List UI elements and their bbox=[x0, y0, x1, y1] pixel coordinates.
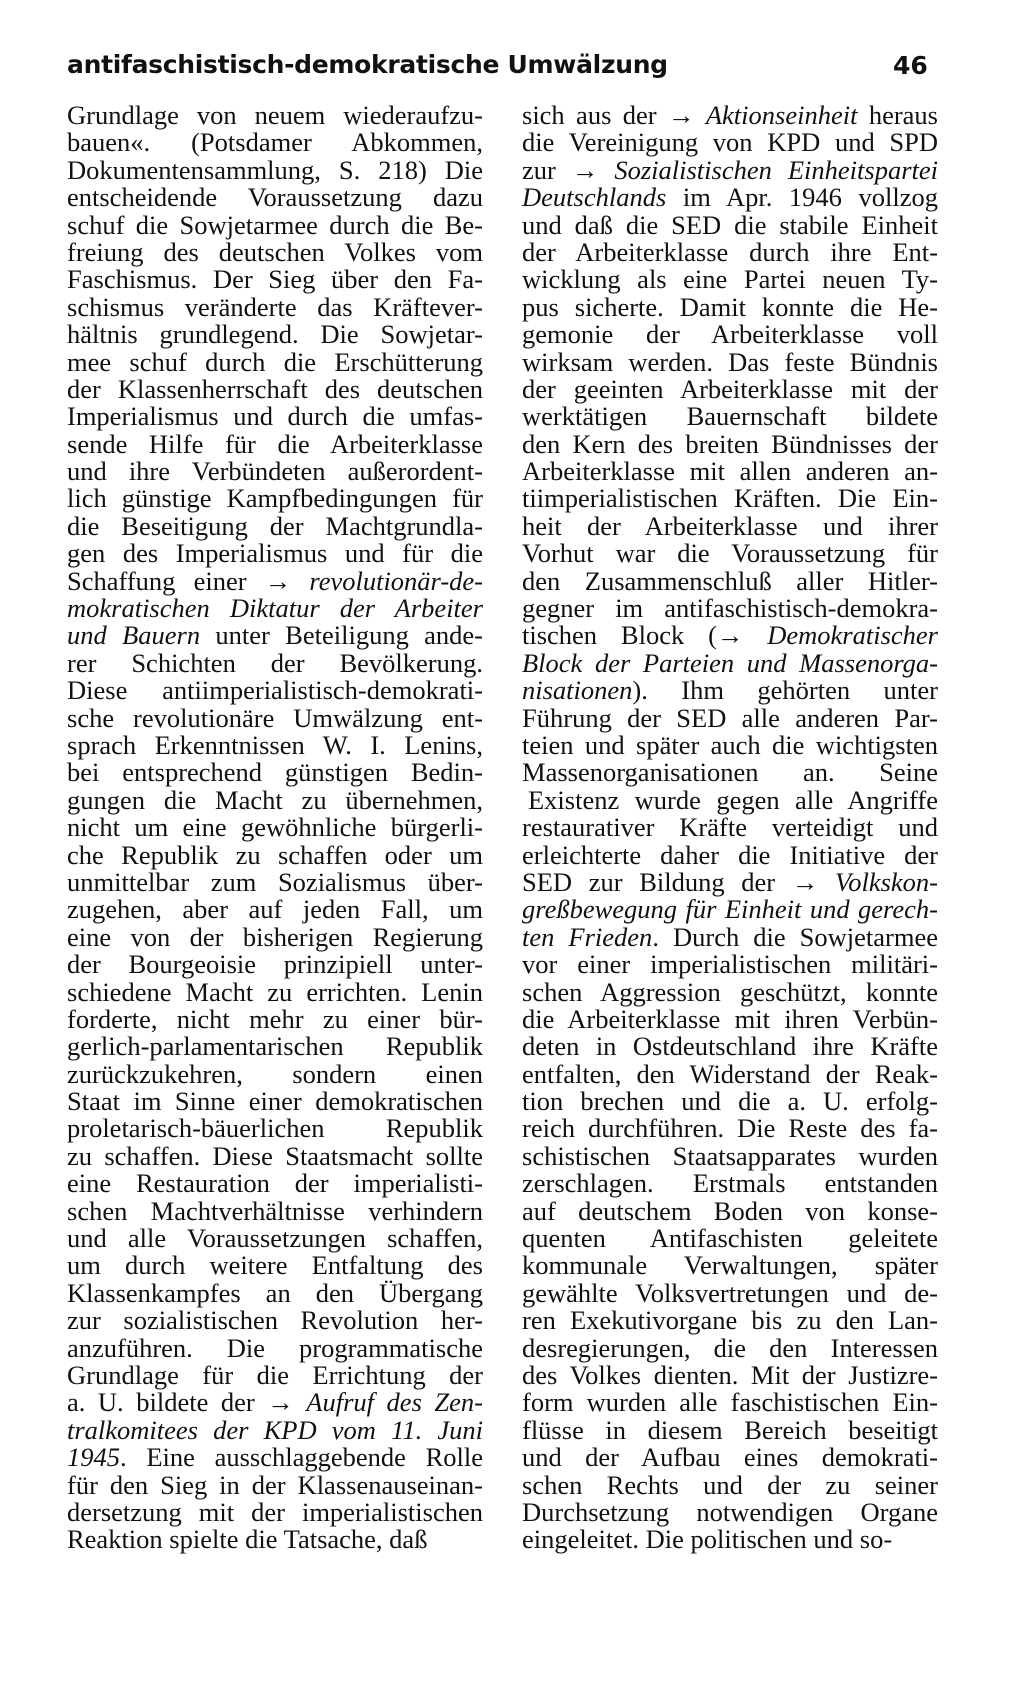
text-line bbox=[67, 458, 483, 485]
text-segment: für den Sieg in der Klassenauseinan- bbox=[67, 1469, 483, 1500]
text-line bbox=[522, 729, 938, 760]
text-segment: die Vereinigung von KPD und SPD bbox=[522, 127, 938, 158]
text-line bbox=[522, 485, 938, 512]
text-segment: gewählte Volksvertretungen und de- bbox=[522, 1277, 938, 1308]
text-segment: proletarisch-bäuerlichen Republik bbox=[67, 1113, 483, 1144]
text-line bbox=[67, 622, 483, 649]
text-line bbox=[522, 1307, 938, 1334]
text-segment: form wurden alle faschistischen Ein- bbox=[522, 1387, 938, 1418]
text-segment: gerlich-parlamentarischen Republik bbox=[67, 1031, 483, 1062]
page-number: 46 bbox=[893, 51, 928, 80]
text-segment: che Republik zu schaffen oder um bbox=[67, 839, 483, 870]
text-segment: reich durchführen. Die Reste des fa- bbox=[522, 1113, 938, 1144]
text-line bbox=[67, 677, 483, 704]
text-line bbox=[522, 1140, 938, 1171]
text-line bbox=[522, 1003, 938, 1034]
text-line bbox=[67, 1307, 483, 1334]
text-segment: der Bourgeoisie prinzipiell unter- bbox=[67, 949, 483, 980]
text-line bbox=[522, 154, 938, 185]
text-segment: Grundlage von neuem wiederaufzu- bbox=[67, 100, 483, 130]
text-line bbox=[67, 1115, 483, 1142]
text-segment: entfalten, den Widerstand der Reak- bbox=[522, 1058, 938, 1089]
text-segment: Führung der SED alle anderen Par- bbox=[522, 702, 938, 733]
text-segment: . Eine ausschlaggebende Rolle bbox=[120, 1442, 483, 1473]
text-segment: kommunale Verwaltungen, später bbox=[522, 1250, 938, 1281]
text-segment: schen Aggression geschützt, konnte bbox=[522, 976, 938, 1007]
text-segment: Reaktion spielte die Tatsache, daß bbox=[67, 1524, 428, 1555]
text-line bbox=[67, 1389, 483, 1416]
text-line bbox=[522, 976, 938, 1007]
text-line bbox=[67, 1332, 483, 1363]
text-line bbox=[67, 839, 483, 870]
text-line bbox=[522, 866, 938, 897]
text-line bbox=[522, 1058, 938, 1089]
text-segment: bei entsprechend günstigen Bedin- bbox=[67, 757, 483, 788]
text-line bbox=[522, 814, 938, 841]
text-segment: werktätigen Bauernschaft bildete bbox=[522, 401, 938, 432]
text-segment: heraus bbox=[857, 100, 938, 130]
text-line bbox=[67, 209, 483, 240]
text-segment: Grundlage für die Errichtung der bbox=[67, 1359, 483, 1390]
text-segment: Staat im Sinne einer demokratischen bbox=[67, 1086, 483, 1117]
text-segment: Existenz wurde gegen alle Angriffe bbox=[528, 784, 938, 815]
text-segment: dersetzung mit der imperialistischen bbox=[67, 1496, 483, 1527]
cross-reference-text: greßbewegung für Einheit und gerech- bbox=[522, 894, 938, 925]
text-segment: Massenorganisationen an. Seine bbox=[522, 757, 938, 788]
cross-reference-text: und Bauern bbox=[67, 620, 201, 651]
text-segment: teien und später auch die wichtigsten bbox=[522, 729, 938, 760]
text-segment: . Durch die Sowjetarmee bbox=[652, 921, 939, 952]
text-segment: quenten Antifaschisten geleitete bbox=[522, 1223, 938, 1254]
text-segment: Arbeiterklasse mit allen anderen an- bbox=[522, 456, 938, 487]
text-line bbox=[67, 814, 483, 841]
text-line bbox=[522, 540, 938, 567]
text-line bbox=[522, 647, 938, 678]
text-segment: der Arbeiterklasse durch ihre Ent- bbox=[522, 236, 938, 267]
text-segment: desregierungen, die den Interessen bbox=[522, 1332, 938, 1363]
text-line bbox=[67, 1469, 483, 1500]
text-line bbox=[522, 1469, 938, 1500]
text-line bbox=[522, 702, 938, 733]
text-segment: tiimperialistischen Kräften. Die Ein- bbox=[522, 483, 938, 514]
text-segment: flüsse in diesem Bereich beseitigt bbox=[522, 1414, 938, 1445]
text-line bbox=[67, 540, 483, 567]
text-segment: sende Hilfe für die Arbeiterklasse bbox=[67, 428, 483, 459]
text-segment: die Arbeiterklasse mit ihren Verbün- bbox=[522, 1003, 938, 1034]
text-segment: a. U. bildete der → bbox=[67, 1387, 307, 1418]
text-line bbox=[67, 647, 483, 678]
text-line bbox=[67, 1414, 483, 1445]
text-line bbox=[522, 1496, 938, 1527]
text-line bbox=[67, 702, 483, 733]
text-line bbox=[67, 266, 483, 293]
text-segment: deten in Ostdeutschland ihre Kräfte bbox=[522, 1031, 938, 1062]
text-line bbox=[67, 236, 483, 267]
cross-reference-text: Aufruf des Zen- bbox=[306, 1387, 483, 1418]
text-line bbox=[522, 236, 938, 267]
text-line bbox=[67, 896, 483, 923]
text-line bbox=[522, 373, 938, 404]
text-segment: erleichterte daher die Initiative der bbox=[522, 839, 938, 870]
text-segment: Klassenkampfes an den Übergang bbox=[67, 1277, 483, 1308]
text-line bbox=[522, 403, 938, 430]
text-line bbox=[522, 129, 938, 156]
text-segment: gegner im antifaschistisch-demokra- bbox=[522, 593, 938, 624]
text-line bbox=[522, 1170, 938, 1197]
text-segment: restaurativer Kräfte verteidigt und bbox=[522, 812, 938, 843]
text-line bbox=[67, 1033, 483, 1060]
text-segment: gen des Imperialismus und für die bbox=[67, 538, 483, 569]
text-segment: heit der Arbeiterklasse und ihrer bbox=[522, 510, 938, 541]
cross-reference-text: nisationen bbox=[522, 675, 633, 706]
text-segment: tion brechen und die a. U. erfolg- bbox=[522, 1086, 938, 1117]
text-line bbox=[522, 1033, 938, 1060]
text-segment: schuf die Sowjetarmee durch die Be- bbox=[67, 209, 483, 240]
text-line bbox=[67, 866, 483, 897]
text-line bbox=[522, 1414, 938, 1445]
text-line bbox=[522, 510, 938, 541]
text-segment: schen Rechts und der zu seiner bbox=[522, 1469, 938, 1500]
text-line bbox=[522, 1359, 938, 1390]
text-line bbox=[522, 951, 938, 978]
text-segment: den Zusammenschluß aller Hitler- bbox=[522, 565, 938, 596]
text-segment: Dokumentensammlung, S. 218) Die bbox=[67, 154, 483, 185]
text-segment: bauen«. (Potsdamer Abkommen, bbox=[67, 127, 483, 158]
text-line bbox=[522, 1252, 938, 1279]
text-line bbox=[67, 321, 483, 348]
text-segment: Diese antiimperialistisch-demokrati- bbox=[67, 675, 483, 706]
text-line bbox=[522, 1444, 938, 1471]
text-segment: vor einer imperialistischen militäri- bbox=[522, 949, 938, 980]
text-segment: eine Restauration der imperialisti- bbox=[67, 1168, 483, 1199]
text-segment: die Beseitigung der Machtgrundla- bbox=[67, 510, 483, 541]
text-line bbox=[67, 1496, 483, 1527]
text-segment: Faschismus. Der Sieg über den Fa- bbox=[67, 264, 483, 295]
text-line bbox=[67, 1058, 483, 1089]
text-line bbox=[67, 1140, 483, 1171]
text-line bbox=[67, 1444, 483, 1471]
text-segment: eine von der bisherigen Regierung bbox=[67, 921, 483, 952]
text-line bbox=[522, 1088, 938, 1115]
text-segment: ren Exekutivorgane bis zu den Lan- bbox=[522, 1305, 938, 1336]
text-segment: zugehen, aber auf jeden Fall, um bbox=[67, 894, 483, 925]
text-segment: pus sicherte. Damit konnte die He- bbox=[522, 291, 938, 322]
text-line bbox=[522, 458, 938, 485]
text-line bbox=[67, 1526, 483, 1553]
text-segment: gemonie der Arbeiterklasse voll bbox=[522, 319, 938, 350]
text-segment: Vorhut war die Voraussetzung für bbox=[522, 538, 938, 569]
text-segment: zur → bbox=[522, 154, 615, 185]
text-segment: im Apr. 1946 vollzog bbox=[666, 182, 938, 213]
text-segment: zu schaffen. Diese Staatsmacht sollte bbox=[67, 1140, 483, 1171]
text-line bbox=[67, 1088, 483, 1115]
text-segment: tischen Block (→ bbox=[522, 620, 768, 651]
text-segment: nicht um eine gewöhnliche bürgerli- bbox=[67, 812, 483, 843]
text-segment: der geeinten Arbeiterklasse mit der bbox=[522, 373, 938, 404]
text-segment: freiung des deutschen Volkes vom bbox=[67, 236, 483, 267]
cross-reference-text: 1945 bbox=[67, 1442, 120, 1473]
text-line bbox=[522, 102, 938, 129]
text-segment: unmittelbar zum Sozialismus über- bbox=[67, 866, 483, 897]
text-line bbox=[67, 784, 483, 815]
text-line bbox=[67, 595, 483, 622]
cross-reference-text: Deutschlands bbox=[522, 182, 667, 213]
text-line bbox=[522, 1225, 938, 1252]
text-line bbox=[67, 403, 483, 430]
text-line bbox=[522, 184, 938, 211]
text-segment: wirksam werden. Das feste Bündnis bbox=[522, 346, 938, 377]
text-line bbox=[522, 1332, 938, 1363]
text-line bbox=[67, 346, 483, 377]
text-line bbox=[67, 373, 483, 404]
text-segment: mee schuf durch die Erschütterung bbox=[67, 346, 483, 377]
text-line bbox=[522, 1115, 938, 1142]
text-line bbox=[67, 1195, 483, 1226]
text-segment: und ihre Verbündeten außerordent- bbox=[67, 456, 483, 487]
text-line bbox=[522, 921, 939, 952]
text-segment: sich aus der → bbox=[522, 100, 706, 130]
text-line bbox=[67, 1277, 483, 1308]
text-line bbox=[67, 1225, 483, 1252]
text-line bbox=[67, 485, 483, 512]
text-line bbox=[67, 291, 483, 322]
text-column-left bbox=[67, 102, 483, 1554]
text-segment: zurückzukehren, sondern einen bbox=[67, 1058, 483, 1089]
text-line bbox=[522, 428, 938, 459]
text-segment: Durchsetzung notwendigen Organe bbox=[522, 1496, 938, 1527]
text-line bbox=[522, 784, 938, 815]
text-line bbox=[67, 1170, 483, 1197]
text-line bbox=[522, 1195, 938, 1226]
cross-reference-text: Block der Parteien und Massenorga- bbox=[522, 647, 938, 678]
cross-reference-text: tralkomitees der KPD vom 11. Juni bbox=[67, 1414, 483, 1445]
text-line bbox=[522, 321, 938, 348]
text-line bbox=[522, 896, 938, 923]
text-segment: schismus veränderte das Kräftever- bbox=[67, 291, 483, 322]
text-line bbox=[522, 1389, 938, 1416]
text-segment: rer Schichten der Bevölkerung. bbox=[67, 647, 483, 678]
text-segment: den Kern des breiten Bündnisses der bbox=[522, 428, 938, 459]
text-segment: eingeleitet. Die politischen und so- bbox=[522, 1524, 893, 1555]
text-line bbox=[522, 346, 938, 377]
cross-reference-text: Sozialistischen Einheitspartei bbox=[614, 154, 938, 185]
running-head: antifaschistisch-demokratische Umwälzung bbox=[67, 50, 668, 79]
cross-reference-text: Volkskon- bbox=[834, 866, 938, 897]
text-line bbox=[522, 759, 938, 786]
text-line bbox=[522, 839, 938, 870]
cross-reference-text: mokratischen Diktatur der Arbeiter bbox=[67, 593, 483, 624]
cross-reference-text: revolutionär-de- bbox=[309, 565, 483, 596]
text-line bbox=[67, 428, 483, 459]
text-segment: schen Machtverhältnisse verhindern bbox=[67, 1195, 483, 1226]
text-line bbox=[522, 595, 938, 622]
text-line bbox=[67, 154, 483, 185]
text-line bbox=[522, 1526, 938, 1553]
text-segment: der Klassenherrschaft des deutschen bbox=[67, 373, 483, 404]
cross-reference-text: Demokratischer bbox=[767, 620, 938, 651]
text-line bbox=[67, 510, 483, 541]
text-segment: zur sozialistischen Revolution her- bbox=[67, 1305, 483, 1336]
text-line bbox=[67, 1359, 483, 1390]
text-segment: entscheidende Voraussetzung dazu bbox=[67, 182, 483, 213]
cross-reference-text: ten Frieden bbox=[522, 921, 653, 952]
text-segment: unter Beteiligung ande- bbox=[200, 620, 484, 651]
text-line bbox=[67, 729, 483, 760]
text-line bbox=[67, 921, 483, 952]
text-segment: schistischen Staatsapparates wurden bbox=[522, 1140, 938, 1171]
text-segment: und daß die SED die stabile Einheit bbox=[522, 209, 938, 240]
text-line bbox=[522, 266, 938, 293]
text-segment: hältnis grundlegend. Die Sowjetar- bbox=[67, 319, 483, 350]
text-line bbox=[67, 1252, 483, 1279]
text-segment: auf deutschem Boden von konse- bbox=[522, 1195, 938, 1226]
text-segment: und der Aufbau eines demokrati- bbox=[522, 1442, 938, 1473]
text-segment: forderte, nicht mehr zu einer bür- bbox=[67, 1003, 483, 1034]
text-segment: zerschlagen. Erstmals entstanden bbox=[522, 1168, 938, 1199]
text-line bbox=[67, 951, 483, 978]
text-column-right bbox=[522, 102, 938, 1554]
text-segment: gungen die Macht zu übernehmen, bbox=[67, 784, 483, 815]
text-line bbox=[522, 565, 938, 596]
text-line bbox=[67, 565, 483, 596]
text-segment: und alle Voraussetzungen schaffen, bbox=[67, 1223, 483, 1254]
text-line bbox=[67, 976, 483, 1007]
cross-reference-text: Aktionseinheit bbox=[705, 100, 858, 130]
text-segment: sprach Erkenntnissen W. I. Lenins, bbox=[67, 729, 483, 760]
text-segment: sche revolutionäre Umwälzung ent- bbox=[67, 702, 483, 733]
text-segment: des Volkes dienten. Mit der Justizre- bbox=[522, 1359, 938, 1390]
text-line bbox=[67, 129, 483, 156]
text-line bbox=[522, 209, 938, 240]
text-segment: anzuführen. Die programmatische bbox=[67, 1332, 483, 1363]
text-segment: SED zur Bildung der → bbox=[522, 866, 835, 897]
text-segment: Schaffung einer → bbox=[67, 565, 310, 596]
text-line bbox=[67, 759, 483, 786]
text-segment: wicklung als eine Partei neuen Ty- bbox=[522, 264, 938, 295]
text-line bbox=[522, 622, 938, 649]
text-line bbox=[67, 102, 483, 129]
text-line bbox=[67, 1003, 483, 1034]
text-segment: um durch weitere Entfaltung des bbox=[67, 1250, 483, 1281]
text-segment: lich günstige Kampfbedingungen für bbox=[67, 483, 483, 514]
text-line bbox=[522, 1277, 938, 1308]
text-line bbox=[522, 677, 938, 704]
text-line bbox=[522, 291, 938, 322]
text-segment: Imperialismus und durch die umfas- bbox=[67, 401, 483, 432]
text-segment: ). Ihm gehörten unter bbox=[632, 675, 938, 706]
text-segment: schiedene Macht zu errichten. Lenin bbox=[67, 976, 483, 1007]
text-line bbox=[67, 184, 483, 211]
